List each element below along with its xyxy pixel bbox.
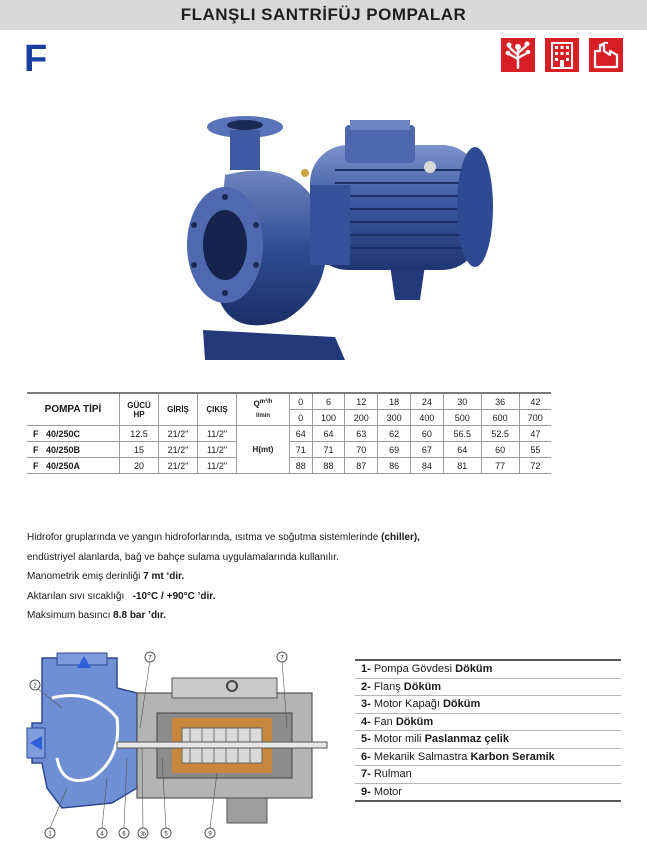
flow-lmin-cell: 100: [312, 410, 345, 426]
factory-icon: [589, 38, 623, 72]
legend-number: 9-: [361, 785, 371, 798]
title-bar: [0, 0, 647, 30]
flow-lmin-cell: 300: [378, 410, 411, 426]
legend-number: 1-: [361, 663, 371, 675]
flow-m3h-cell: 36: [481, 393, 519, 410]
description-line: [27, 606, 627, 626]
callout-label: 7: [148, 655, 152, 662]
flow-lmin-cell: 600: [481, 410, 519, 426]
flow-m3h-cell: 42: [519, 393, 551, 410]
callout-label: 7: [280, 655, 284, 662]
flow-m3h-cell: 6: [312, 393, 345, 410]
table-row: [27, 442, 551, 458]
head-cell: 71: [312, 442, 345, 458]
legend-number: 4-: [361, 715, 371, 728]
description-bold: -10°C / +90°C ’dir.: [132, 590, 216, 602]
description-text: Aktarılan sıvı sıcaklığı: [27, 590, 133, 602]
head-cell: 47: [519, 426, 551, 442]
legend-text: Pompa Gövdesi: [370, 663, 456, 675]
head-cell: 71: [290, 442, 313, 458]
head-cell: 81: [443, 458, 481, 474]
inlet-cell: 21/2": [159, 458, 198, 474]
head-cell: 69: [378, 442, 411, 458]
callout-label: 3b: [140, 831, 146, 838]
list-item: [355, 731, 621, 749]
hp-cell: 12.5: [120, 426, 159, 442]
description-text: Maksimum basıncı: [27, 610, 114, 621]
flow-lmin-cell: 0: [290, 410, 313, 426]
inlet-cell: 21/2": [159, 442, 198, 458]
cutaway-diagram: [22, 648, 332, 843]
q-unit-lmin: l/min: [255, 413, 270, 420]
application-badges: [501, 38, 623, 72]
head-cell: 72: [519, 458, 551, 474]
head-cell: 56.5: [443, 426, 481, 442]
pump-image: [185, 115, 495, 370]
list-item: [355, 749, 621, 767]
head-label-cell: H(mt): [237, 426, 290, 474]
pump-model-cell: [27, 442, 120, 458]
model-prefix: F: [33, 460, 39, 471]
hp-cell: 20: [120, 458, 159, 474]
head-cell: 88: [312, 458, 345, 474]
head-cell: 64: [443, 442, 481, 458]
callout-label: 4: [100, 831, 104, 838]
model-prefix: F: [33, 444, 39, 455]
legend-number: 3-: [361, 698, 371, 710]
outlet-cell: 11/2": [198, 458, 237, 474]
model-name: 40/250A: [46, 460, 81, 471]
q-header: [237, 393, 290, 426]
head-cell: 77: [481, 458, 519, 474]
q-unit-m3h: m³/h: [259, 398, 273, 405]
head-cell: 86: [378, 458, 411, 474]
legend-text: Motor Kapağı: [370, 698, 443, 710]
list-item: [355, 696, 621, 714]
head-cell: 60: [410, 426, 443, 442]
flow-m3h-cell: 24: [410, 393, 443, 410]
description-line: [27, 587, 627, 607]
list-item: [355, 659, 621, 679]
flow-m3h-cell: 30: [443, 393, 481, 410]
outlet-cell: 11/2": [198, 442, 237, 458]
description-text: Hidrofor gruplarında ve yangın hidroforlarında, ısıtma ve soğutma sistemlerinde: [27, 532, 382, 543]
description-line: endüstriyel alanlarda, bağ ve bahçe sulama uygulamalarında kullanılır.: [27, 551, 339, 563]
head-cell: 67: [410, 442, 443, 458]
head-cell: 62: [378, 426, 411, 442]
description-text: Manometrik emiş derinliği: [27, 571, 144, 582]
list-item: [355, 679, 621, 697]
legend-text: Rulman: [370, 768, 412, 780]
outlet-cell: 11/2": [198, 426, 237, 442]
flow-lmin-cell: 200: [345, 410, 378, 426]
table-row: [27, 458, 551, 474]
legend-material: Karbon Seramik: [470, 750, 555, 763]
description-bold: (chiller),: [381, 532, 420, 543]
list-item: [355, 784, 621, 803]
legend-material: Döküm: [442, 698, 481, 710]
power-unit: HP: [133, 409, 145, 419]
legend-material: Döküm: [455, 663, 493, 675]
legend-material: Döküm: [395, 715, 434, 728]
flow-lmin-cell: 700: [519, 410, 551, 426]
series-letter: F: [24, 38, 48, 80]
head-cell: 52.5: [481, 426, 519, 442]
inlet-cell: 21/2": [159, 426, 198, 442]
callout-label: 2: [33, 683, 37, 690]
flow-m3h-cell: 18: [378, 393, 411, 410]
table-header-row-1: [27, 393, 551, 410]
pump-model-cell: [27, 426, 120, 442]
description-line: [27, 567, 627, 587]
power-header: [120, 393, 159, 426]
model-prefix: F: [33, 428, 39, 439]
callout-label: 5: [164, 831, 168, 838]
description-block: [27, 528, 627, 626]
legend-text: Motor mili: [370, 733, 425, 745]
flow-m3h-cell: 12: [345, 393, 378, 410]
model-name: 40/250C: [46, 428, 81, 439]
legend-material: Paslanmaz çelik: [424, 733, 509, 745]
head-cell: 60: [481, 442, 519, 458]
legend-material: Döküm: [403, 680, 442, 693]
table-row: [27, 426, 551, 442]
callout-label: 6: [122, 831, 126, 838]
head-cell: 70: [345, 442, 378, 458]
legend-number: 7-: [361, 768, 371, 780]
flow-lmin-cell: 500: [443, 410, 481, 426]
head-cell: 55: [519, 442, 551, 458]
head-cell: 84: [410, 458, 443, 474]
list-item: [355, 714, 621, 732]
performance-table: [27, 392, 551, 474]
page-title: FLANŞLI SANTRİFÜJ POMPALAR: [180, 5, 467, 24]
tree-icon: [501, 38, 535, 72]
pump-model-cell: [27, 458, 120, 474]
description-bold: 7 mt ‘dir.: [143, 571, 185, 582]
outlet-header: ÇIKIŞ: [198, 393, 237, 426]
hp-cell: 15: [120, 442, 159, 458]
legend-text: Fan: [370, 715, 396, 728]
callout-label: 9: [208, 831, 212, 838]
legend-text: Mekanik Salmastra: [370, 750, 471, 763]
legend-text: Motor: [370, 785, 402, 798]
legend-number: 5-: [361, 733, 371, 745]
list-item: [355, 766, 621, 784]
callout-label: 1: [48, 831, 52, 838]
parts-legend: [355, 659, 621, 802]
description-line: [27, 528, 627, 548]
legend-number: 2-: [361, 680, 371, 693]
building-icon: [545, 38, 579, 72]
power-label: GÜCÜ: [127, 400, 151, 410]
flow-m3h-cell: 0: [290, 393, 313, 410]
flow-lmin-cell: 400: [410, 410, 443, 426]
inlet-header: GİRİŞ: [159, 393, 198, 426]
head-cell: 88: [290, 458, 313, 474]
description-bold: 8.8 bar ’dır.: [113, 610, 166, 621]
head-cell: 64: [290, 426, 313, 442]
q-label: Q: [253, 399, 260, 409]
head-cell: 63: [345, 426, 378, 442]
legend-text: Flanş: [370, 680, 404, 693]
model-name: 40/250B: [46, 444, 81, 455]
pump-type-header: POMPA TİPİ: [27, 393, 120, 426]
head-cell: 87: [345, 458, 378, 474]
legend-number: 6-: [361, 750, 371, 763]
head-cell: 64: [312, 426, 345, 442]
